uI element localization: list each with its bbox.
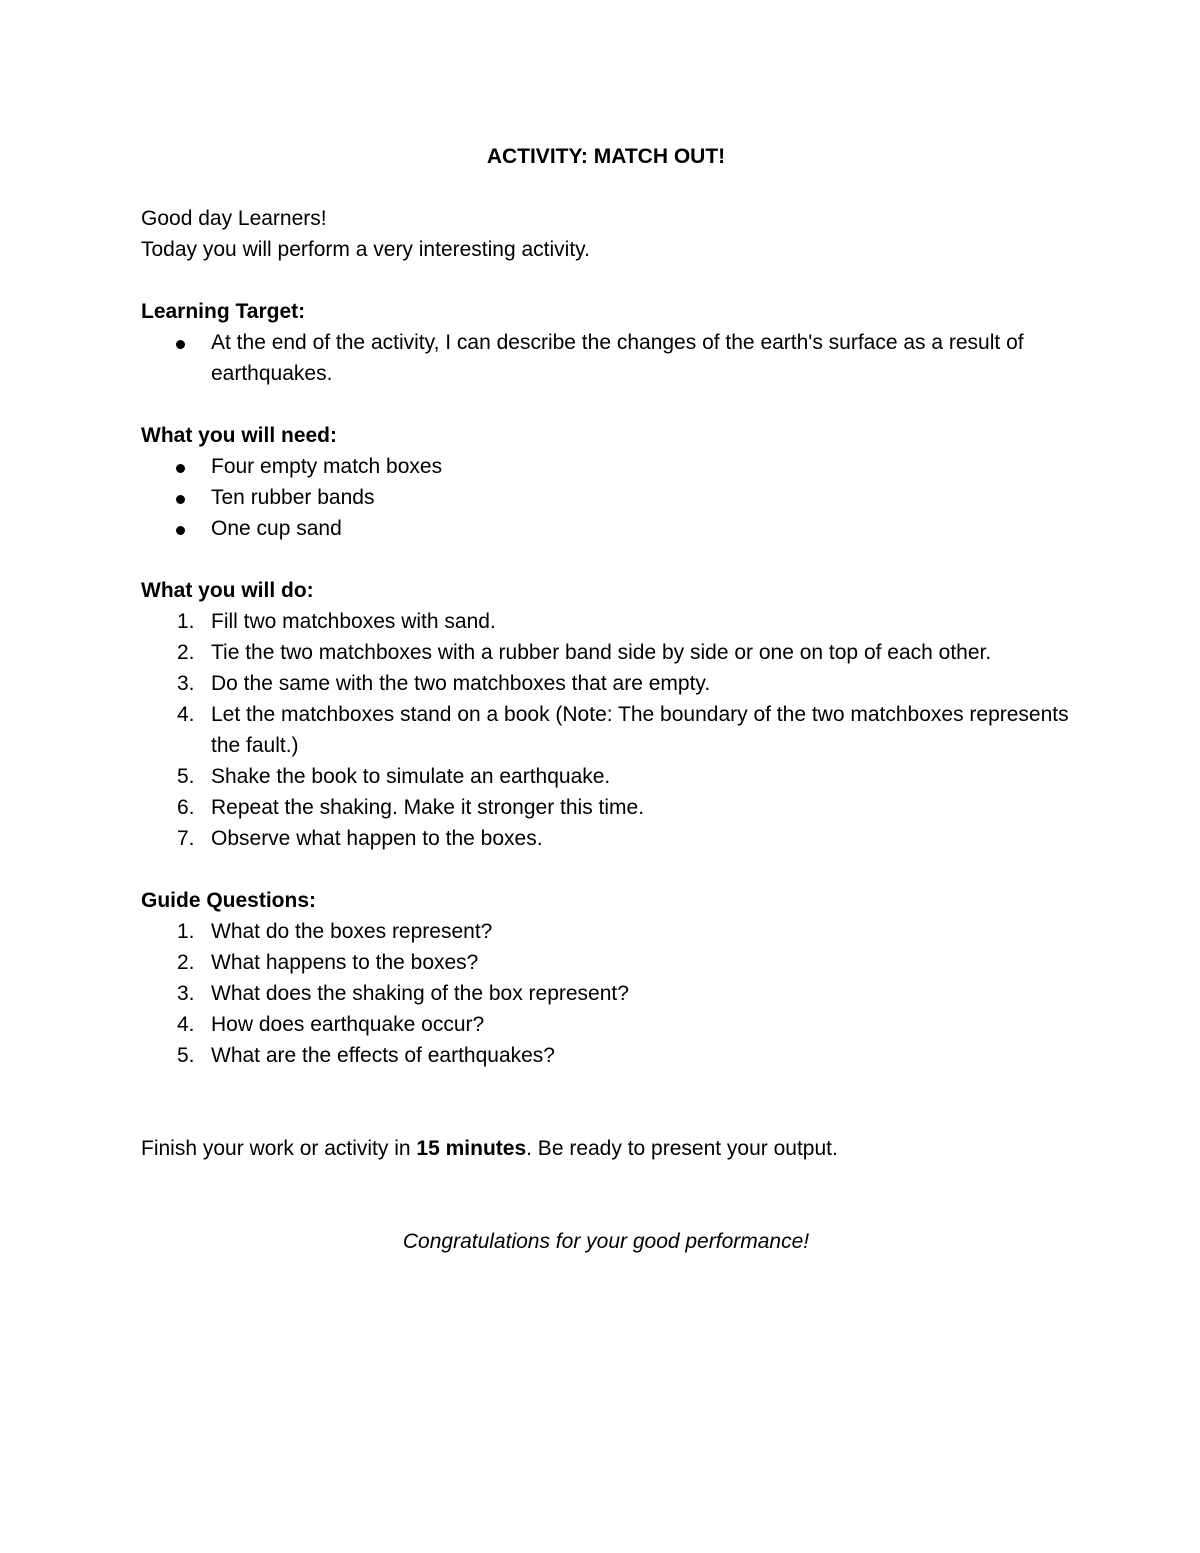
list-number: 2. bbox=[177, 641, 195, 664]
list-item bbox=[141, 761, 1071, 792]
list-number: 4. bbox=[177, 703, 195, 726]
guide-questions-list bbox=[141, 916, 1071, 1071]
list-number: 3. bbox=[177, 982, 195, 1005]
list-number: 1. bbox=[177, 610, 195, 633]
spacer bbox=[141, 544, 1071, 575]
finish-text-before: Finish your work or activity in bbox=[141, 1137, 417, 1160]
list-number: 4. bbox=[177, 1013, 195, 1036]
spacer bbox=[141, 854, 1071, 885]
list-item-text: Repeat the shaking. Make it stronger this time. bbox=[211, 796, 645, 819]
list-item bbox=[141, 451, 1071, 482]
time-limit: 15 minutes bbox=[416, 1137, 527, 1160]
learning-target-list bbox=[141, 327, 1071, 389]
finish-instruction bbox=[141, 1133, 1071, 1164]
list-item bbox=[141, 699, 1071, 761]
list-item-text: What do the boxes represent? bbox=[211, 920, 493, 943]
spacer bbox=[141, 172, 1071, 203]
bullet-icon bbox=[176, 340, 185, 349]
list-item-text: Shake the book to simulate an earthquake. bbox=[211, 765, 611, 788]
list-item-text: Ten rubber bands bbox=[211, 486, 375, 509]
list-item bbox=[141, 823, 1071, 854]
list-item-text: What are the effects of earthquakes? bbox=[211, 1044, 555, 1067]
learning-target-heading: Learning Target: bbox=[141, 300, 306, 323]
finish-text-after: . Be ready to present your output. bbox=[526, 1137, 838, 1160]
list-item-text: Do the same with the two matchboxes that are empty. bbox=[211, 672, 711, 695]
bullet-icon bbox=[176, 464, 185, 473]
list-item bbox=[141, 947, 1071, 978]
greeting-text: Good day Learners! bbox=[141, 207, 327, 230]
list-item bbox=[141, 792, 1071, 823]
list-item-text: What does the shaking of the box represent? bbox=[211, 982, 629, 1005]
list-number: 2. bbox=[177, 951, 195, 974]
closing-message: Congratulations for your good performance! bbox=[402, 1230, 810, 1253]
list-item bbox=[141, 1040, 1071, 1071]
list-item-text: Let the matchboxes stand on a book (Note: The boundary of the two matchboxes represents the fault.) bbox=[211, 703, 1069, 757]
list-item bbox=[141, 482, 1071, 513]
list-item bbox=[141, 327, 1071, 389]
list-number: 6. bbox=[177, 796, 195, 819]
document-content bbox=[141, 141, 1071, 1257]
bullet-icon bbox=[176, 495, 185, 504]
list-number: 5. bbox=[177, 1044, 195, 1067]
intro-text: Today you will perform a very interesting activity. bbox=[141, 238, 590, 261]
list-item-text: Fill two matchboxes with sand. bbox=[211, 610, 496, 633]
list-number: 7. bbox=[177, 827, 195, 850]
list-item-text: One cup sand bbox=[211, 517, 342, 540]
list-item-text: Observe what happen to the boxes. bbox=[211, 827, 543, 850]
list-item bbox=[141, 978, 1071, 1009]
procedure-heading: What you will do: bbox=[141, 579, 314, 602]
procedure-list bbox=[141, 606, 1071, 854]
list-item-text: What happens to the boxes? bbox=[211, 951, 479, 974]
guide-questions-heading: Guide Questions: bbox=[141, 889, 317, 912]
list-item-text: At the end of the activity, I can describe the changes of the earth's surface as a result of earthquakes. bbox=[211, 331, 1024, 385]
spacer bbox=[141, 1071, 1071, 1133]
page-title: ACTIVITY: MATCH OUT! bbox=[486, 145, 726, 168]
list-number: 1. bbox=[177, 920, 195, 943]
list-item bbox=[141, 606, 1071, 637]
spacer bbox=[141, 389, 1071, 420]
list-item bbox=[141, 637, 1071, 668]
bullet-icon bbox=[176, 526, 185, 535]
materials-list bbox=[141, 451, 1071, 544]
materials-heading: What you will need: bbox=[141, 424, 338, 447]
list-item bbox=[141, 668, 1071, 699]
spacer bbox=[141, 1164, 1071, 1226]
list-number: 3. bbox=[177, 672, 195, 695]
spacer bbox=[141, 265, 1071, 296]
list-item-text: Tie the two matchboxes with a rubber band side by side or one on top of each other. bbox=[211, 641, 992, 664]
list-item bbox=[141, 1009, 1071, 1040]
list-item-text: Four empty match boxes bbox=[211, 455, 443, 478]
list-item bbox=[141, 513, 1071, 544]
list-number: 5. bbox=[177, 765, 195, 788]
list-item-text: How does earthquake occur? bbox=[211, 1013, 485, 1036]
list-item bbox=[141, 916, 1071, 947]
